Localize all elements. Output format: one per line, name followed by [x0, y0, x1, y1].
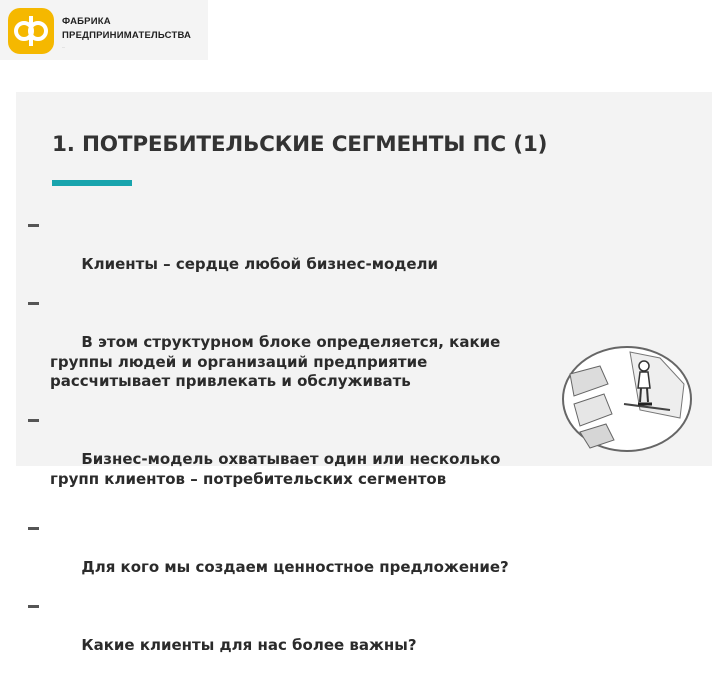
dash-bullet-icon	[28, 419, 39, 422]
logo-mark-icon	[8, 8, 54, 54]
person-on-ledge-icon	[560, 344, 694, 454]
title-accent-bar	[52, 180, 132, 186]
slide-content	[16, 92, 712, 654]
dash-bullet-icon	[28, 527, 39, 530]
logo-title-line-1: ФАБРИКА	[62, 16, 111, 27]
dash-bullet-icon	[28, 224, 39, 227]
list-item	[28, 411, 509, 509]
bullet-text: Бизнес-модель охватывает один или несколько групп клиентов – потребительских сегментов	[50, 450, 501, 488]
dash-bullet-icon	[28, 302, 39, 305]
list-item	[28, 519, 509, 597]
bullet-list	[28, 216, 509, 675]
logo-title-line-2: ПРЕДПРИНИМАТЕЛЬСТВА	[62, 30, 192, 41]
bullet-text: В этом структурном блоке определяется, какие группы людей и организаций предприятие рассчитывает привлекать и обслуживать	[50, 333, 501, 390]
logo-tagline: ...	[62, 44, 66, 49]
list-item	[28, 216, 509, 294]
list-item	[28, 597, 509, 675]
bullet-text: Для кого мы создаем ценностное предложение?	[81, 557, 509, 576]
logo	[0, 0, 208, 60]
list-item	[28, 294, 509, 411]
bullet-text: Какие клиенты для нас более важны?	[81, 635, 417, 654]
dash-bullet-icon	[28, 605, 39, 608]
bullet-text: Клиенты – сердце любой бизнес-модели	[81, 255, 439, 273]
slide-title: 1. ПОТРЕБИТЕЛЬСКИЕ СЕГМЕНТЫ ПС (1)	[52, 132, 548, 157]
